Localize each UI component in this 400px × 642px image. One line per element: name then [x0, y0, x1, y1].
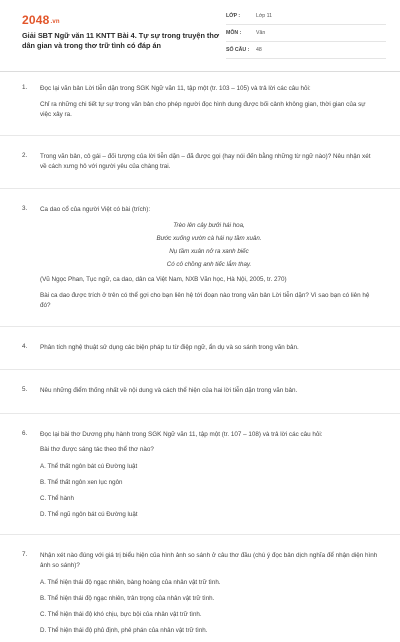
question-sub: Chỉ ra những chi tiết tự sự trong văn bản cho phép người đọc hình dung được bối cảnh không gian, thời gian của sự việc xảy ra.: [40, 100, 366, 118]
question-number: 3.: [22, 204, 28, 212]
question-text: Nhận xét nào đúng với giá trị biểu hiện của hình ảnh so sánh ở câu thơ đầu (chú ý đọc bản dịch nghĩa để nhận diện hình ảnh so sánh)?: [40, 551, 378, 569]
document-title: Giải SBT Ngữ văn 11 KNTT Bài 4. Tự sự trong truyện thơ dân gian và trong thơ trữ tình có đáp án: [22, 31, 220, 50]
meta-value: Văn: [256, 30, 266, 36]
question-sub: Bài thơ được sáng tác theo thể thơ nào?: [40, 446, 154, 453]
question-number: 1.: [22, 84, 28, 91]
document-header: [0, 0, 400, 72]
meta-table: [226, 8, 386, 59]
answer-option[interactable]: A. Thể thất ngôn bát cú Đường luật: [40, 462, 138, 470]
answer-option[interactable]: A. Thể hiện thái độ ngạc nhiên, bàng hoàng của nhân vật trữ tình.: [40, 578, 221, 586]
meta-row-class: [226, 8, 386, 25]
poem-source: (Vũ Ngọc Phan, Tục ngữ, ca dao, dân ca Việt Nam, NXB Văn học, Hà Nội, 2005, tr. 270): [40, 276, 287, 283]
question-number: 4.: [22, 342, 28, 350]
meta-value: 48: [256, 47, 262, 53]
question-4: [0, 326, 400, 370]
answer-option[interactable]: B. Thể thất ngôn xen lục ngôn: [40, 478, 123, 486]
question-number: 7.: [22, 550, 28, 558]
question-text: Phân tích nghệ thuật sử dụng các biện pháp tu từ điệp ngữ, ẩn dụ và so sánh trong văn bản.: [40, 343, 299, 351]
question-list: [0, 78, 400, 642]
poem-line: Trèo lên cây bưởi hái hoa,: [173, 222, 245, 229]
question-5: [0, 369, 400, 413]
question-number: 6.: [22, 429, 28, 437]
question-text: Nêu những điểm thống nhất về nội dung và cách thể hiện của hai lời tiễn dặn trong văn bản.: [40, 387, 298, 394]
question-sub: Bài ca dao được trích ở trên có thể gợi cho bạn liên hệ tới đoạn nào trong văn bản Lời tiễn dặn? Vì sao bạn có liên hệ đó?: [40, 291, 370, 309]
question-1: [0, 78, 400, 135]
question-2: [0, 135, 400, 188]
question-number: 2.: [22, 151, 28, 159]
poem-line: Nụ tầm xuân nở ra xanh biếc: [169, 248, 249, 255]
site-logo[interactable]: 2048.vn: [22, 13, 60, 27]
question-number: 5.: [22, 386, 28, 393]
question-text: Đọc lại văn bản Lời tiễn dặn trong SGK Ngữ văn 11, tập một (tr. 103 – 105) và trả lời các câu hỏi:: [40, 85, 311, 92]
meta-value: Lớp 11: [256, 13, 272, 19]
answer-option[interactable]: D. Thể ngũ ngôn bát cú Đường luật: [40, 510, 138, 518]
answer-option[interactable]: C. Thể hiện thái độ khó chịu, bực bội của nhân vật trữ tình.: [40, 610, 202, 618]
meta-key: MÔN :: [226, 30, 242, 36]
question-7: [0, 534, 400, 642]
poem-excerpt: [40, 221, 378, 270]
poem-line: Bước xuống vườn cà hái nụ tầm xuân.: [156, 235, 262, 242]
answer-option[interactable]: D. Thể hiện thái độ phủ định, phê phán của nhân vật trữ tình.: [40, 626, 208, 634]
meta-key: LỚP :: [226, 13, 241, 19]
question-text: Trong văn bản, cô gái – đối tượng của lời tiễn dặn – đã được gọi (hay nói đến bằng những từ ngữ nào)? Nêu nhận xét về cách xưng hô với người yêu của chàng trai.: [40, 152, 371, 170]
question-3: [0, 188, 400, 326]
question-text: Ca dao cổ của người Việt có bài (trích):: [40, 205, 151, 213]
meta-key: SỐ CÂU :: [226, 47, 250, 53]
question-text: Đọc lại bài thơ Dương phụ hành trong SGK Ngữ văn 11, tập một (tr. 107 – 108) và trả lời các câu hỏi:: [40, 430, 323, 438]
meta-row-count: [226, 42, 386, 59]
poem-line: Có cô chồng anh tiếc lắm thay.: [166, 261, 252, 268]
question-6: [0, 413, 400, 534]
answer-option[interactable]: C. Thể hành: [40, 494, 74, 502]
answer-option[interactable]: B. Thể hiện thái độ ngạc nhiên, trân trọng của nhân vật trữ tình.: [40, 594, 215, 602]
meta-row-subject: [226, 25, 386, 42]
